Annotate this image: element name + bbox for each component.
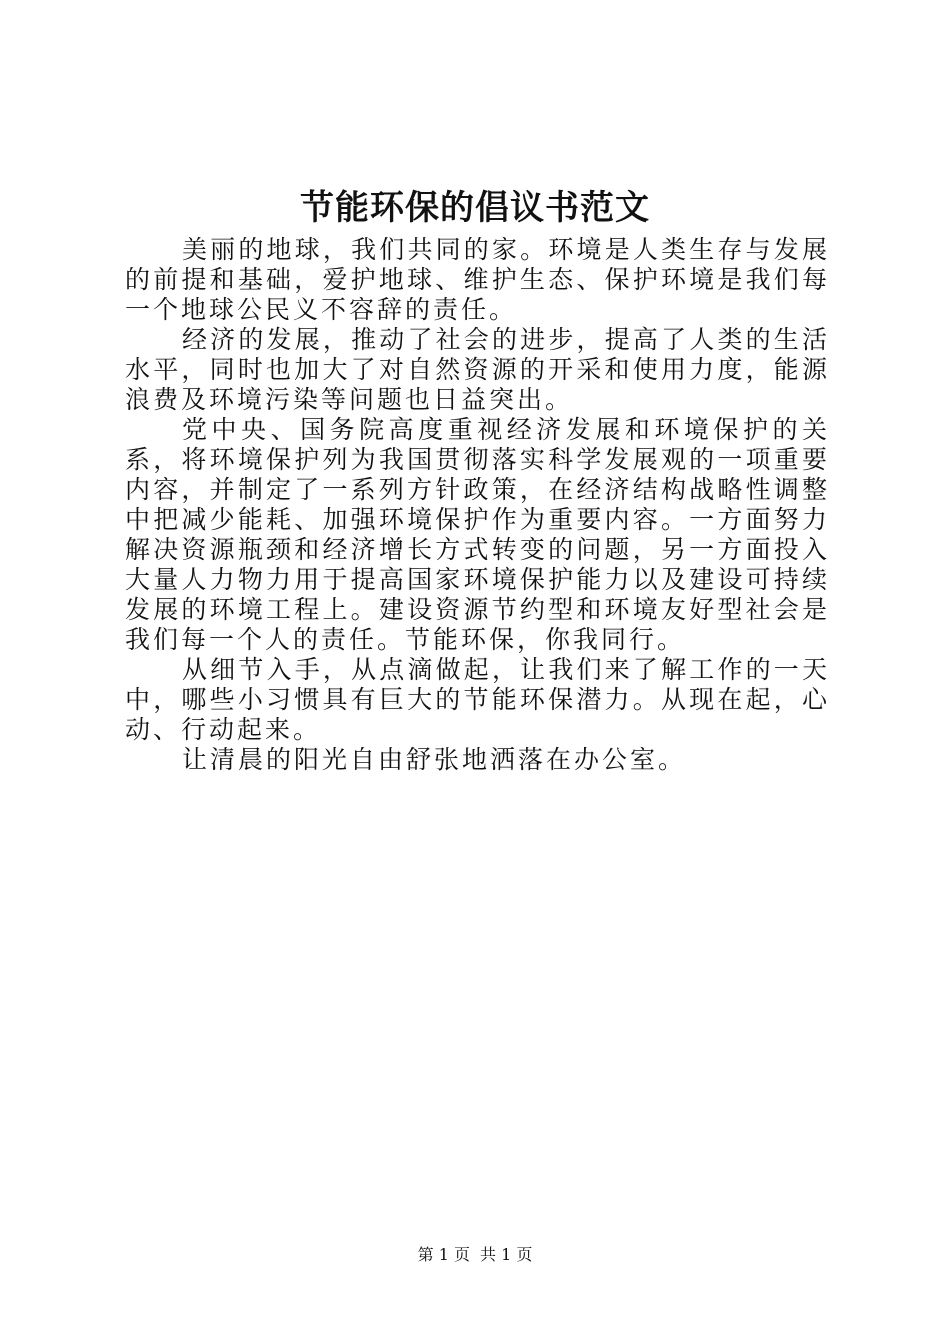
paragraph-1: 美丽的地球，我们共同的家。环境是人类生存与发展的前提和基础，爱护地球、维护生态、保护环境是我们每一个地球公民义不容辞的责任。 bbox=[125, 235, 830, 324]
paragraph-2: 经济的发展，推动了社会的进步，提高了人类的生活水平，同时也加大了对自然资源的开采和使用力度，能源浪费及环境污染等问题也日益突出。 bbox=[125, 325, 830, 414]
paragraph-4: 从细节入手，从点滴做起，让我们来了解工作的一天中，哪些小习惯具有巨大的节能环保潜力。从现在起，心动、行动起来。 bbox=[125, 655, 830, 744]
paragraph-5: 让清晨的阳光自由舒张地洒落在办公室。 bbox=[182, 745, 687, 774]
paragraph-3: 党中央、国务院高度重视经济发展和环境保护的关系，将环境保护列为我国贯彻落实科学发展观的一项重要内容，并制定了一系列方针政策，在经济结构战略性调整中把减少能耗、加强环境保护作为重要内容。一方面努力解决资源瓶颈和经济增长方式转变的问题，另一方面投入大量人力物力用于提高国家环境保护能力以及建设可持续发展的环境工程上。建设资源节约型和环境友好型社会是我们每一个人的责任。节能环保，你我同行。 bbox=[125, 415, 830, 654]
page-total: 共 1 页 bbox=[480, 1245, 533, 1264]
document-title: 节能环保的倡议书范文 bbox=[300, 188, 650, 228]
page-footer bbox=[0, 1244, 950, 1266]
document-body bbox=[125, 235, 830, 775]
page-number: 第 1 页 bbox=[417, 1245, 470, 1264]
